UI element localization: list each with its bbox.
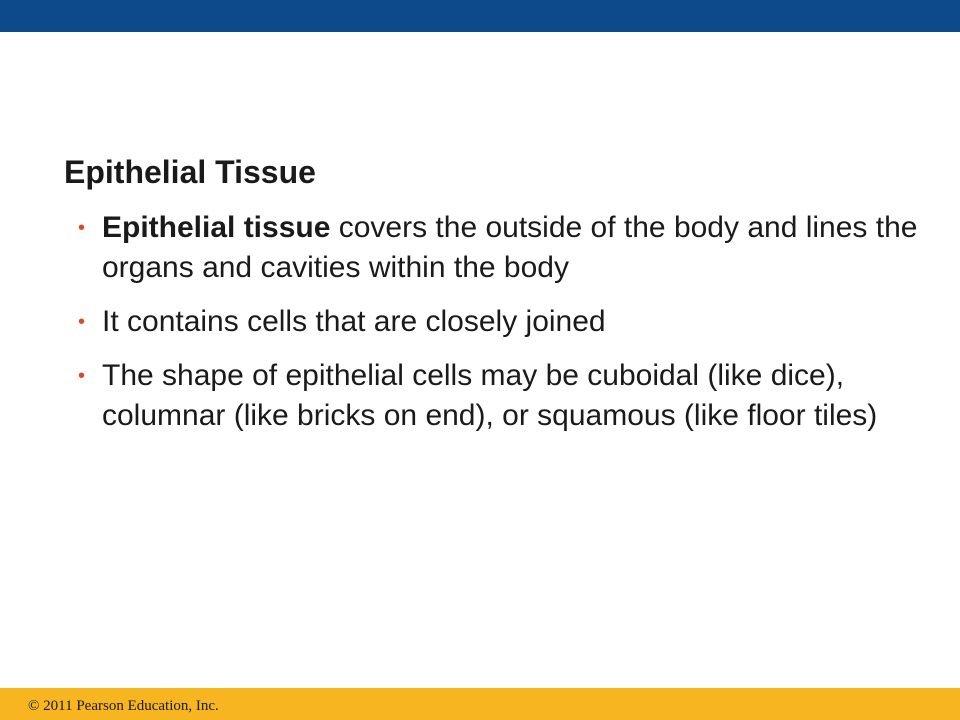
bullet-bold-text: Epithelial tissue	[102, 211, 331, 244]
bullet-text: covers the outside of the body and lines the organs and cavities within the body	[102, 211, 918, 284]
copyright-text: © 2011 Pearson Education, Inc.	[28, 698, 219, 714]
bullet-text: It contains cells that are closely joined	[102, 305, 606, 338]
bullet-item	[64, 208, 924, 288]
bullet-list	[64, 208, 924, 450]
header-bar	[0, 0, 960, 32]
bullet-icon: •	[78, 311, 86, 333]
bullet-item	[64, 356, 924, 436]
bullet-icon: •	[78, 217, 86, 239]
bullet-text: The shape of epithelial cells may be cuboidal (like dice), columnar (like bricks on end), or squamous (like floor tiles)	[102, 359, 878, 432]
bullet-item	[64, 302, 924, 342]
bullet-icon: •	[78, 365, 86, 387]
slide-title: Epithelial Tissue	[64, 154, 316, 190]
